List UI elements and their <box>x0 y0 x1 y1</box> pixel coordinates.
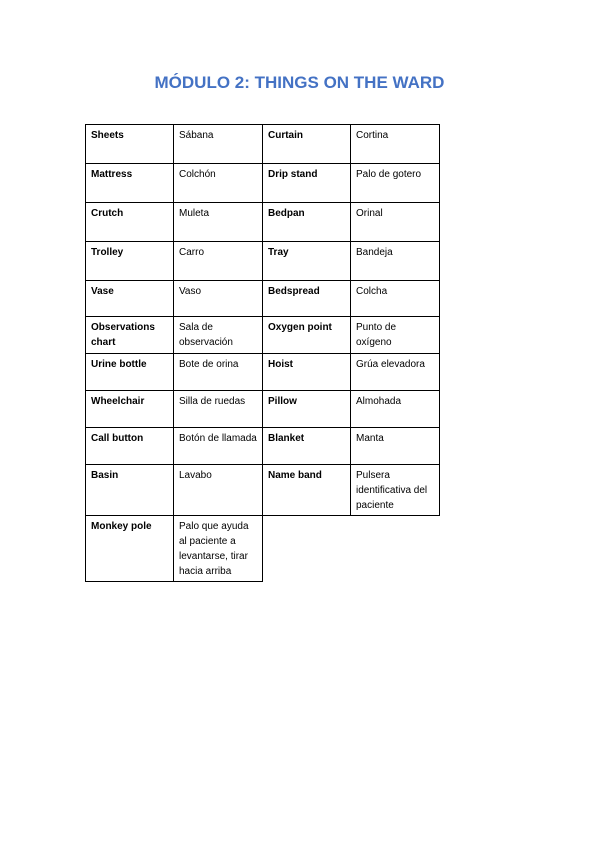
english-term: Observations chart <box>86 317 174 354</box>
table-row <box>86 391 440 428</box>
english-term: Oxygen point <box>263 317 351 354</box>
table-row <box>86 465 440 516</box>
spanish-term: Lavabo <box>174 465 263 516</box>
english-term: Trolley <box>86 242 174 281</box>
english-term: Hoist <box>263 354 351 391</box>
english-term: Name band <box>263 465 351 516</box>
spanish-term: Grúa elevadora <box>351 354 440 391</box>
table-row <box>86 354 440 391</box>
spanish-term: Colcha <box>351 281 440 317</box>
english-term: Drip stand <box>263 164 351 203</box>
english-term: Vase <box>86 281 174 317</box>
english-term: Pillow <box>263 391 351 428</box>
vocabulary-table <box>85 124 440 582</box>
english-term: Sheets <box>86 125 174 164</box>
spanish-term: Manta <box>351 428 440 465</box>
spanish-term: Silla de ruedas <box>174 391 263 428</box>
page-title: MÓDULO 2: THINGS ON THE WARD <box>154 73 445 92</box>
spanish-term: Bandeja <box>351 242 440 281</box>
spanish-term: Colchón <box>174 164 263 203</box>
english-term: Monkey pole <box>86 516 174 582</box>
english-term: Curtain <box>263 125 351 164</box>
spanish-term: Palo que ayuda al paciente a levantarse, tirar hacia arriba <box>174 516 263 582</box>
spanish-term: Sábana <box>174 125 263 164</box>
english-term: Basin <box>86 465 174 516</box>
english-term: Blanket <box>263 428 351 465</box>
english-term: Wheelchair <box>86 391 174 428</box>
spanish-term: Orinal <box>351 203 440 242</box>
english-term: Crutch <box>86 203 174 242</box>
spanish-term: Cortina <box>351 125 440 164</box>
spanish-term: Carro <box>174 242 263 281</box>
table-row <box>86 516 440 582</box>
empty-cell <box>263 516 440 582</box>
table-row <box>86 164 440 203</box>
spanish-term: Vaso <box>174 281 263 317</box>
spanish-term: Pulsera identificativa del paciente <box>351 465 440 516</box>
spanish-term: Botón de llamada <box>174 428 263 465</box>
english-term: Mattress <box>86 164 174 203</box>
english-term: Tray <box>263 242 351 281</box>
table-row <box>86 281 440 317</box>
table-row <box>86 125 440 164</box>
spanish-term: Almohada <box>351 391 440 428</box>
table-row <box>86 428 440 465</box>
table-row <box>86 317 440 354</box>
english-term: Bedspread <box>263 281 351 317</box>
english-term: Bedpan <box>263 203 351 242</box>
spanish-term: Palo de gotero <box>351 164 440 203</box>
table-row <box>86 242 440 281</box>
table-row <box>86 203 440 242</box>
spanish-term: Punto de oxígeno <box>351 317 440 354</box>
spanish-term: Sala de observación <box>174 317 263 354</box>
spanish-term: Bote de orina <box>174 354 263 391</box>
english-term: Urine bottle <box>86 354 174 391</box>
spanish-term: Muleta <box>174 203 263 242</box>
english-term: Call button <box>86 428 174 465</box>
